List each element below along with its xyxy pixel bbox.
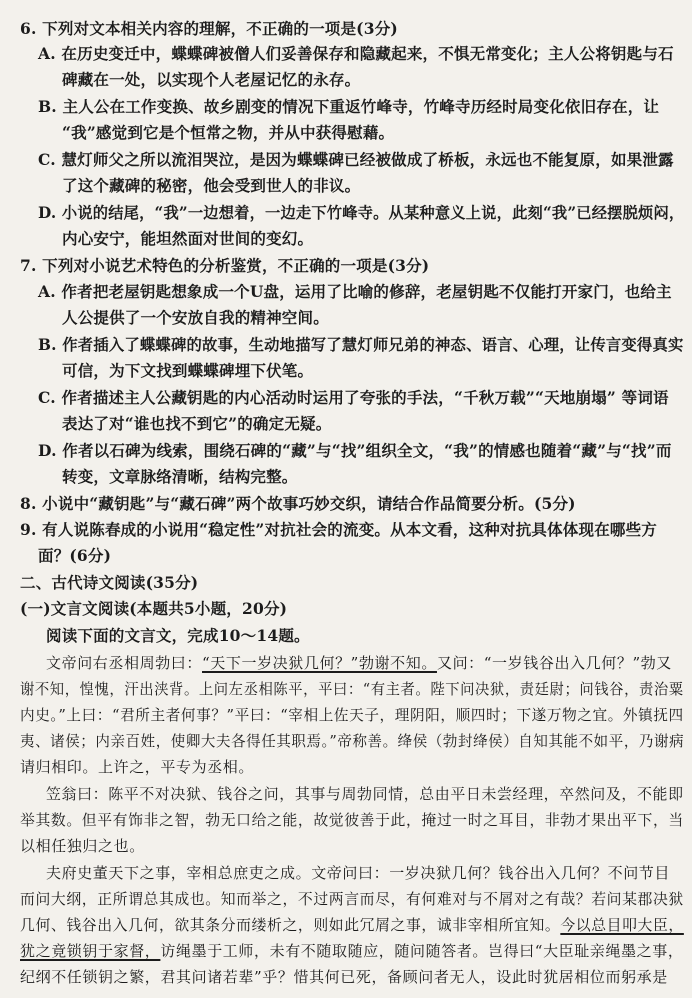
question-9-line2: 面？(6分): [38, 546, 112, 565]
option-7b-line1: B. 作者插入了蝶蝶碑的故事，生动地描写了慧灯师兄弟的神态、语言、心理，让传言变得真实: [38, 335, 684, 354]
passage-line: 请归相印。上许之，平专为丞相。: [20, 758, 255, 776]
option-7c-line1: C. 作者描述主人公藏钥匙的内心活动时运用了夸张的手法，“千秋万载”“天地崩塌” 等词语: [38, 388, 669, 407]
passage-line: 内史。”上曰：“君所主者何事？”平曰：“宰相上佐天子，理阴阳，顺四时；下遂万物之宜。外镇抚四: [20, 706, 684, 724]
underlined-sentence: 今以总目叩大臣，: [560, 916, 684, 934]
option-7c-line2: 表达了对“谁也找不到它”的确定无疑。: [62, 414, 332, 433]
question-8: 8. 小说中“藏钥匙”与“藏石碑”两个故事巧妙交织，请结合作品简要分析。(5分): [20, 494, 576, 513]
passage-line: 以相任独归之也。: [20, 837, 145, 855]
option-6b-line2: “我”感觉到它是个恒常之物，并从中获得慰藉。: [62, 123, 395, 142]
option-7a-line1: A. 作者把老屋钥匙想象成一个U盘，运用了比喻的修辞，老屋钥匙不仅能打开家门，也给主: [38, 282, 672, 301]
passage-line: [20, 941, 683, 961]
passage-line: 笠翁曰：陈平不对决狱、钱谷之问，其事与周勃同情，总由平日未尝经理，卒然问及，不能即: [46, 785, 684, 803]
underlined-sentence: 犹之竟锁钥于家督，: [20, 942, 161, 960]
passage-line: 纪纲不任锁钥之繁，君其问诸若辈”乎？惜其何已死，备顾问者无人，设此时犹居相位而躬承是: [20, 968, 668, 986]
option-7a-line2: 人公提供了一个安放自我的精神空间。: [62, 308, 329, 327]
passage-line: 谢不知，惶愧，汗出浃背。上问左丞相陈平，平曰：“有主者。陛下问决狱，责廷尉；问钱谷，责治粟: [20, 680, 684, 698]
option-7b-line2: 可信，为下文找到蝶蝶碑埋下伏笔。: [62, 361, 314, 380]
passage-line: [46, 653, 672, 673]
option-6d-line1: D. 小说的结尾，“我”一边想着，一边走下竹峰寺。从某种意义上说，此刻“我”已经摆脱烦闷，: [38, 203, 685, 222]
section-heading: 二、古代诗文阅读(35分): [20, 573, 199, 592]
passage-line: 夷、诸侯；内亲百姓，使卿大夫各得任其职焉。”帝称善。绛侯（勃封绛侯）自知其能不如平，乃谢病: [20, 732, 685, 750]
option-6b-line1: B. 主人公在工作变换、故乡剧变的情况下重返竹峰寺，竹峰寺历经时局变化依旧存在，让: [38, 97, 660, 116]
question-9-line1: 9. 有人说陈春成的小说用“稳定性”对抗社会的流变。从本文看，这种对抗具体体现在哪些方: [20, 520, 658, 539]
passage-line: 夫府史董天下之事，宰相总庶吏之成。文帝问曰：一岁决狱几何？钱谷出入几何？不问节目: [46, 864, 671, 882]
option-6c-line2: 了这个藏碑的秘密，他会受到世人的非议。: [62, 176, 361, 195]
question-6-stem: 6. 下列对文本相关内容的理解，不正确的一项是(3分): [20, 19, 398, 38]
underlined-quote: “天下一岁决狱几何？”勃谢不知。: [202, 654, 437, 672]
reading-instruction: 阅读下面的文言文，完成10～14题。: [46, 626, 310, 645]
option-6d-line2: 内心安宁，能坦然面对世间的变幻。: [62, 229, 314, 248]
passage-line: 举其数。但平有饰非之智，勃无口给之能，故觉彼善于此，掩过一时之耳目，非勃才果出平下，当: [20, 811, 684, 829]
passage-text: 访绳墨于工师，未有不随取随应，随问随答者。岂得曰“大臣耻亲绳墨之事，: [160, 942, 684, 960]
passage-text: 几何、钱谷出入几何，欲其条分而缕析之，则如此冗屑之事，诚非宰相所宜知。: [20, 916, 561, 934]
option-6c-line1: C. 慧灯师父之所以流泪哭泣，是因为蝶蝶碑已经被做成了桥板，永远也不能复原，如果泄露: [38, 150, 674, 169]
option-6a-line1: A. 在历史变迁中，蝶蝶碑被僧人们妥善保存和隐藏起来，不惧无常变化；主人公将钥匙与石: [38, 44, 674, 63]
passage-line: 而问大纲，正所谓总其成也。知而举之，不过两言而尽，有何难对与不屑对之有哉？若问某郡决狱: [20, 890, 684, 908]
subsection-heading: (一)文言文阅读(本题共5小题，20分): [20, 599, 288, 618]
passage-text: 又问：“一岁钱谷出入几何？”勃又: [436, 654, 672, 672]
option-7d-line2: 转变，文章脉络清晰，结构完整。: [62, 467, 298, 486]
option-7d-line1: D. 作者以石碑为线索，围绕石碑的“藏”与“找”组织全文，“我”的情感也随着“藏”与“找”而: [38, 441, 672, 460]
option-6a-line2: 碑藏在一处，以实现个人老屋记忆的永存。: [62, 70, 361, 89]
question-7-stem: 7. 下列对小说艺术特色的分析鉴赏，不正确的一项是(3分): [20, 256, 430, 275]
passage-line: [20, 915, 684, 935]
passage-text: 文帝问右丞相周勃曰：: [46, 654, 203, 672]
